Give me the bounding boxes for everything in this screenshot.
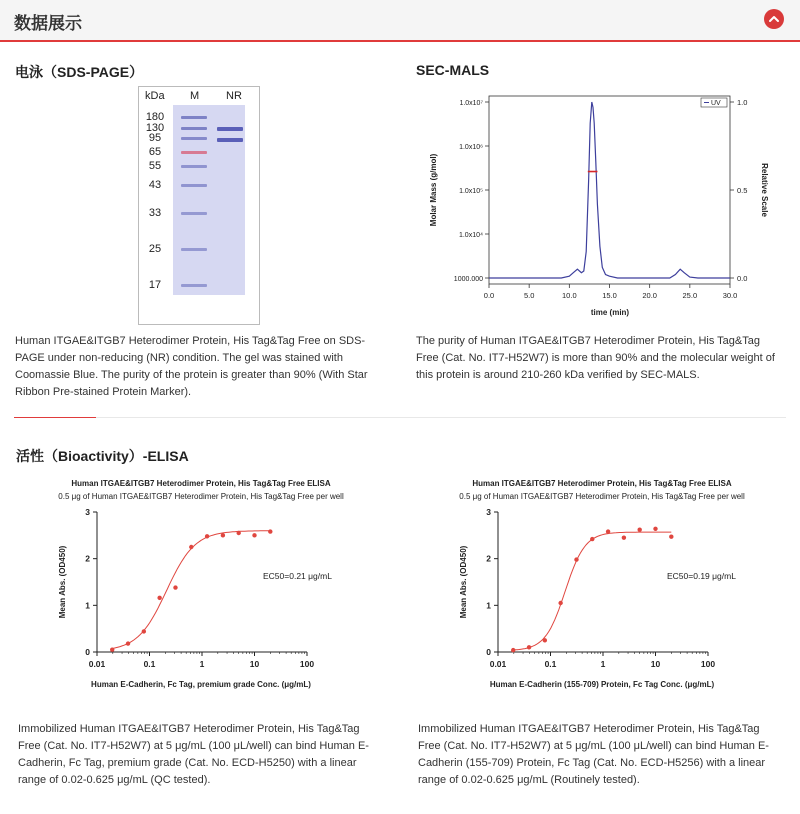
elisa1-y-tick-label: 0 [85, 647, 90, 657]
sds-caption-line: Human ITGAE&ITGB7 Heterodimer Protein, His Tag&Tag Free on SDS- [15, 335, 366, 347]
elisa1-data-point [126, 641, 130, 645]
elisa2-y-tick-label: 3 [486, 507, 491, 517]
marker-band [181, 137, 207, 140]
elisa1-caption-line: Cadherin, Fc Tag, premium grade (Cat. No. ECD-H5250) with a linear [18, 757, 357, 769]
sec-x-tick-label: 0.0 [483, 291, 495, 300]
marker-label: 17 [148, 279, 162, 291]
marker-band [181, 284, 207, 287]
sec-y-tick-label: 1000.000 [453, 276, 483, 283]
marker-band [181, 248, 207, 251]
marker-label: 180 [145, 111, 165, 123]
gel-lanes [173, 105, 245, 295]
marker-label: 65 [148, 146, 162, 158]
elisa2-y-tick-label: 2 [486, 553, 491, 564]
elisa2-x-tick-label: 10 [650, 659, 661, 669]
sec-y-tick-label: 1.0x10⁷ [459, 100, 483, 107]
marker-label: 95 [148, 132, 162, 144]
elisa2-subtitle: 0.5 μg of Human ITGAE&ITGB7 Heterodimer Protein, His Tag&Tag Free per well [459, 492, 745, 501]
sec-y-tick-label: 1.0x10⁵ [459, 188, 483, 195]
sample-band [217, 138, 243, 142]
sec-y-tick-label: 1.0x10⁴ [458, 232, 483, 239]
elisa1-data-point [173, 585, 177, 589]
sec-ylabel: Molar Mass (g/mol) [429, 153, 438, 227]
elisa2-x-tick-label: 100 [700, 659, 716, 669]
sds-caption-line: Ribbon Pre-stained Protein Marker). [15, 386, 192, 398]
section-divider [96, 417, 786, 418]
elisa2-x-tick-label: 1 [600, 659, 606, 669]
sec-y2-tick-label: 1.0 [737, 98, 748, 107]
elisa1-x-tick-label: 100 [299, 659, 315, 669]
elisa2-data-point [590, 537, 594, 541]
sec-y2-tick-label: 0.0 [737, 274, 748, 283]
marker-label: 130 [145, 122, 165, 134]
elisa1-x-tick-label: 0.1 [143, 659, 156, 669]
sec-x-tick-label: 10.0 [562, 291, 577, 300]
elisa2-data-point [527, 645, 531, 649]
elisa1-x-tick-label: 10 [249, 659, 260, 669]
elisa2-caption-line: range of 0.02-0.625 μg/mL (Routinely tested). [418, 774, 640, 786]
elisa2-data-point [653, 527, 657, 531]
elisa2-y-tick-label: 1 [486, 600, 491, 611]
section-divider-accent [14, 417, 96, 418]
elisa1-x-tick-label: 1 [199, 659, 205, 669]
collapse-button[interactable] [764, 9, 784, 29]
sec-y2label: Relative Scale [760, 163, 769, 217]
sample-band [217, 127, 243, 131]
elisa1-data-point [157, 596, 161, 600]
elisa1-ec50-annotation: EC50=0.21 μg/mL [263, 571, 332, 581]
elisa2-fit-curve [513, 532, 671, 650]
elisa2-x-tick-label: 0.1 [544, 659, 557, 669]
elisa1-y-tick-label: 2 [85, 553, 90, 564]
elisa2-caption-line: Immobilized Human ITGAE&ITGB7 Heterodimer Protein, His Tag&Tag [418, 723, 760, 735]
sec-mals-chart [414, 84, 786, 324]
sec-x-tick-label: 15.0 [602, 291, 617, 300]
elisa1-data-point [221, 533, 225, 537]
sec-x-tick-label: 5.0 [523, 291, 535, 300]
sds-caption [15, 333, 387, 401]
marker-band [181, 116, 207, 119]
sec-uv-trace [489, 102, 730, 278]
elisa2-data-point [543, 638, 547, 642]
elisa2-ec50-annotation: EC50=0.19 μg/mL [667, 571, 736, 581]
marker-band [181, 184, 207, 187]
elisa-chart-2 [416, 474, 788, 694]
sec-x-tick-label: 20.0 [642, 291, 657, 300]
elisa2-data-point [606, 529, 610, 533]
sec-caption-line: this protein is around 210-260 kDa verified by SEC-MALS. [416, 369, 700, 381]
elisa1-subtitle: 0.5 μg of Human ITGAE&ITGB7 Heterodimer Protein, His Tag&Tag Free per well [58, 492, 344, 501]
elisa1-caption-line: Free (Cat. No. IT7-H52W7) at 5 μg/mL (100 μL/well) can bind Human E- [18, 740, 369, 752]
marker-band [181, 151, 207, 154]
header-accent-line [0, 40, 800, 42]
elisa1-y-tick-label: 1 [85, 600, 90, 611]
elisa1-caption-line: Immobilized Human ITGAE&ITGB7 Heterodimer Protein, His Tag&Tag [18, 723, 360, 735]
elisa2-y-tick-label: 0 [486, 647, 491, 657]
elisa2-data-point [669, 535, 673, 539]
elisa1-data-point [236, 531, 240, 535]
elisa-section-title: 活性（Bioactivity）-ELISA [16, 448, 189, 464]
gel-header-kda: kDa [145, 90, 165, 102]
gel-header-nr: NR [226, 90, 242, 102]
sec-caption-line: The purity of Human ITGAE&ITGB7 Heterodimer Protein, His Tag&Tag [416, 335, 760, 347]
marker-label: 55 [148, 160, 162, 172]
elisa2-caption-line: Cadherin (155-709) Protein, Fc Tag (Cat. No. ECD-H5256) with a linear [418, 757, 766, 769]
elisa2-data-point [558, 601, 562, 605]
sds-caption-line: PAGE under non-reducing (NR) condition. The gel was stained with [15, 352, 343, 364]
elisa1-x-tick-label: 0.01 [88, 659, 106, 669]
marker-label: 25 [148, 243, 162, 255]
elisa1-caption-line: range of 0.02-0.625 μg/mL (QC tested). [18, 774, 211, 786]
sec-y2-tick-label: 0.5 [737, 186, 748, 195]
sec-plot-frame [489, 96, 730, 284]
marker-band [181, 165, 207, 168]
elisa1-data-point [189, 545, 193, 549]
elisa1-data-point [268, 529, 272, 533]
sds-section-title: 电泳（SDS-PAGE） [15, 64, 144, 80]
elisa2-title: Human ITGAE&ITGB7 Heterodimer Protein, His Tag&Tag Free ELISA [472, 479, 732, 488]
marker-label: 33 [148, 207, 162, 219]
sec-caption-line: Free (Cat. No. IT7-H52W7) is more than 90% and the molecular weight of [416, 352, 775, 364]
elisa1-data-point [142, 629, 146, 633]
section-header-title: 数据展示 [14, 14, 82, 33]
elisa2-data-point [637, 528, 641, 532]
sec-section-title: SEC-MALS [416, 62, 490, 78]
elisa-chart-1 [15, 474, 387, 694]
sds-caption-line: Coomassie Blue. The purity of the protein is greater than 90% (With Star [15, 369, 368, 381]
elisa2-xlabel: Human E-Cadherin (155-709) Protein, Fc Tag Conc. (μg/mL) [489, 680, 715, 689]
marker-label: 43 [148, 179, 162, 191]
sec-caption [416, 333, 788, 384]
elisa2-data-point [574, 557, 578, 561]
sec-x-tick-label: 30.0 [722, 291, 738, 300]
section-header [0, 0, 800, 41]
marker-band [181, 212, 207, 215]
elisa2-caption-line: Free (Cat. No. IT7-H52W7) at 5 μg/mL (100 μL/well) can bind Human E- [418, 740, 769, 752]
elisa1-data-point [205, 534, 209, 538]
sec-y-tick-label: 1.0x10⁶ [459, 144, 483, 151]
elisa1-ylabel: Mean Abs. (OD450) [58, 545, 67, 619]
elisa2-ylabel: Mean Abs. (OD450) [459, 545, 468, 619]
sec-xlabel: time (min) [590, 308, 630, 317]
elisa1-xlabel: Human E-Cadherin, Fc Tag, premium grade Conc. (μg/mL) [91, 680, 311, 689]
chevron-up-icon [764, 9, 784, 29]
elisa1-y-tick-label: 3 [85, 507, 90, 517]
sec-x-tick-label: 25.0 [682, 291, 698, 300]
elisa1-title: Human ITGAE&ITGB7 Heterodimer Protein, His Tag&Tag Free ELISA [71, 479, 331, 488]
elisa2-data-point [622, 535, 626, 539]
elisa2-x-tick-label: 0.01 [489, 659, 507, 669]
elisa2-caption [418, 721, 790, 789]
sds-gel-image [138, 86, 260, 325]
elisa2-data-point [511, 648, 515, 652]
sec-legend-label: UV [711, 100, 721, 107]
elisa1-data-point [110, 647, 114, 651]
elisa1-caption [18, 721, 390, 789]
gel-header-m: M [190, 90, 200, 102]
marker-band [181, 127, 207, 130]
elisa1-data-point [252, 533, 256, 537]
